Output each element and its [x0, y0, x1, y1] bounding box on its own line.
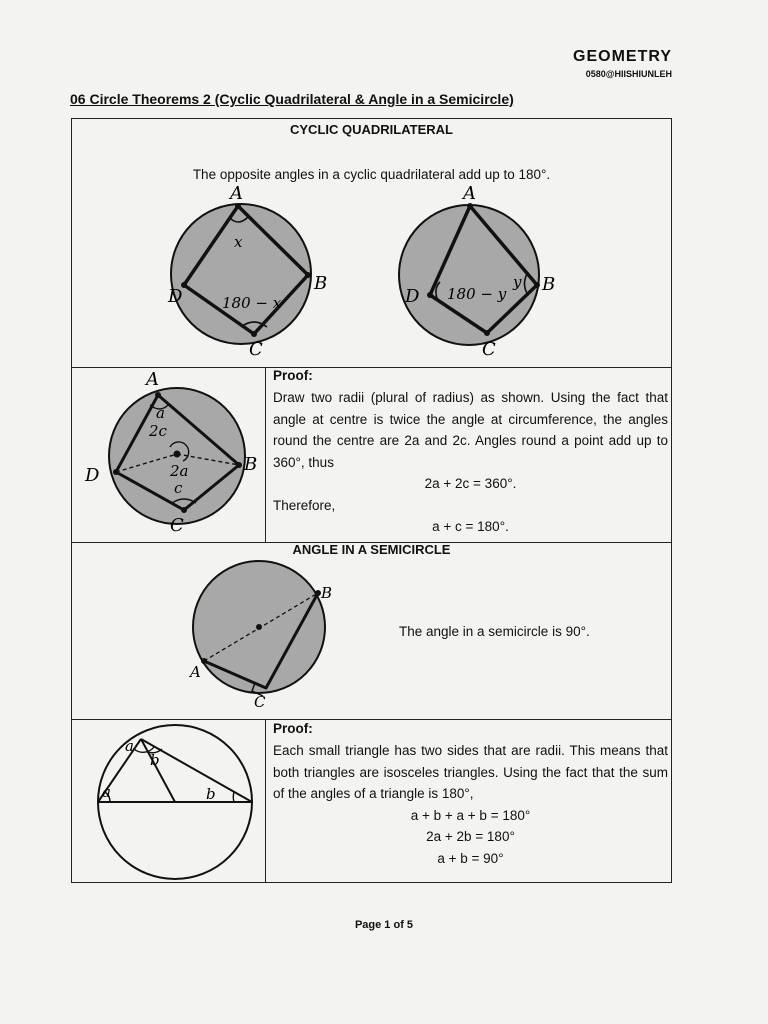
angle-label-a: a — [102, 783, 111, 801]
proof-heading: Proof: — [273, 721, 313, 736]
vertex-label-c: C — [254, 693, 266, 711]
proof-equation-3: a + b = 90° — [437, 851, 504, 866]
proof-figure-semicircle — [74, 721, 264, 886]
proof-figure-cyclic — [80, 369, 270, 544]
vertex-label-c: C — [170, 515, 184, 536]
proof-therefore: Therefore, — [273, 498, 336, 513]
angle-label-a: a — [125, 737, 134, 755]
angle-label-b: b — [150, 751, 160, 769]
vertex-label-d: D — [85, 465, 100, 486]
vertex-label-c: C — [482, 339, 496, 360]
proof-equation-2: 2a + 2b = 180° — [426, 829, 515, 844]
angle-label-180-minus-x: 180 − x — [222, 294, 282, 312]
angle-label-180-minus-y: 180 − y — [447, 285, 507, 303]
angle-label-2c: 2c — [149, 422, 167, 440]
vertex-label-b: B — [314, 273, 328, 294]
angle-label-y: y — [513, 273, 522, 291]
vertex-label-a: A — [230, 183, 243, 204]
vertex-label-a: A — [463, 183, 476, 204]
vertex-label-b: B — [542, 274, 556, 295]
row-divider — [72, 719, 671, 720]
angle-label-a: a — [156, 404, 165, 422]
vertex-label-a: A — [146, 369, 159, 390]
proof-text: Draw two radii (plural of radius) as shown. Using the fact that angle at centre is twice the angle at circumference, the angles round the centre are 2a and 2c. Angles round a point add up to 360°, thus — [273, 390, 668, 470]
page-title: 06 Circle Theorems 2 (Cyclic Quadrilateral & Angle in a Semicircle) — [70, 91, 514, 107]
proof-equation-1: a + b + a + b = 180° — [410, 808, 531, 823]
vertex-label-d: D — [168, 286, 183, 307]
semicircle-statement: The angle in a semicircle is 90°. — [399, 624, 590, 639]
column-divider — [265, 719, 266, 883]
vertex-label-b: B — [321, 584, 333, 602]
proof-equation-2: a + c = 180°. — [432, 519, 509, 534]
vertex-label-a: A — [190, 663, 201, 681]
proof-equation-1: 2a + 2c = 360°. — [424, 476, 517, 491]
vertex-label-c: C — [249, 339, 263, 360]
angle-label-2a: 2a — [170, 462, 189, 480]
vertex-label-d: D — [405, 286, 420, 307]
angle-label-c: c — [174, 479, 183, 497]
author-code: 0580@HIISHIUNLEH — [585, 69, 672, 79]
subject-heading: GEOMETRY — [573, 48, 672, 65]
section-heading-semicircle: ANGLE IN A SEMICIRCLE — [292, 542, 451, 557]
page-number: Page 1 of 5 — [354, 919, 414, 931]
cyclic-quad-figure-2 — [397, 183, 597, 369]
angle-label-b: b — [206, 785, 216, 803]
angle-label-x: x — [234, 233, 243, 251]
vertex-label-b: B — [244, 454, 258, 475]
content-table — [71, 118, 672, 883]
proof-text: Each small triangle has two sides that are radii. This means that both triangles are isosceles triangles. Using the fact that the sum of the angles of a triangle is 180°, — [273, 743, 668, 801]
semicircle-figure — [184, 565, 374, 715]
cyclic-statement: The opposite angles in a cyclic quadrilateral add up to 180°. — [192, 167, 551, 182]
section-heading-cyclic: CYCLIC QUADRILATERAL — [290, 122, 453, 137]
proof-heading: Proof: — [273, 368, 313, 383]
cyclic-quad-figure-1 — [167, 183, 367, 369]
